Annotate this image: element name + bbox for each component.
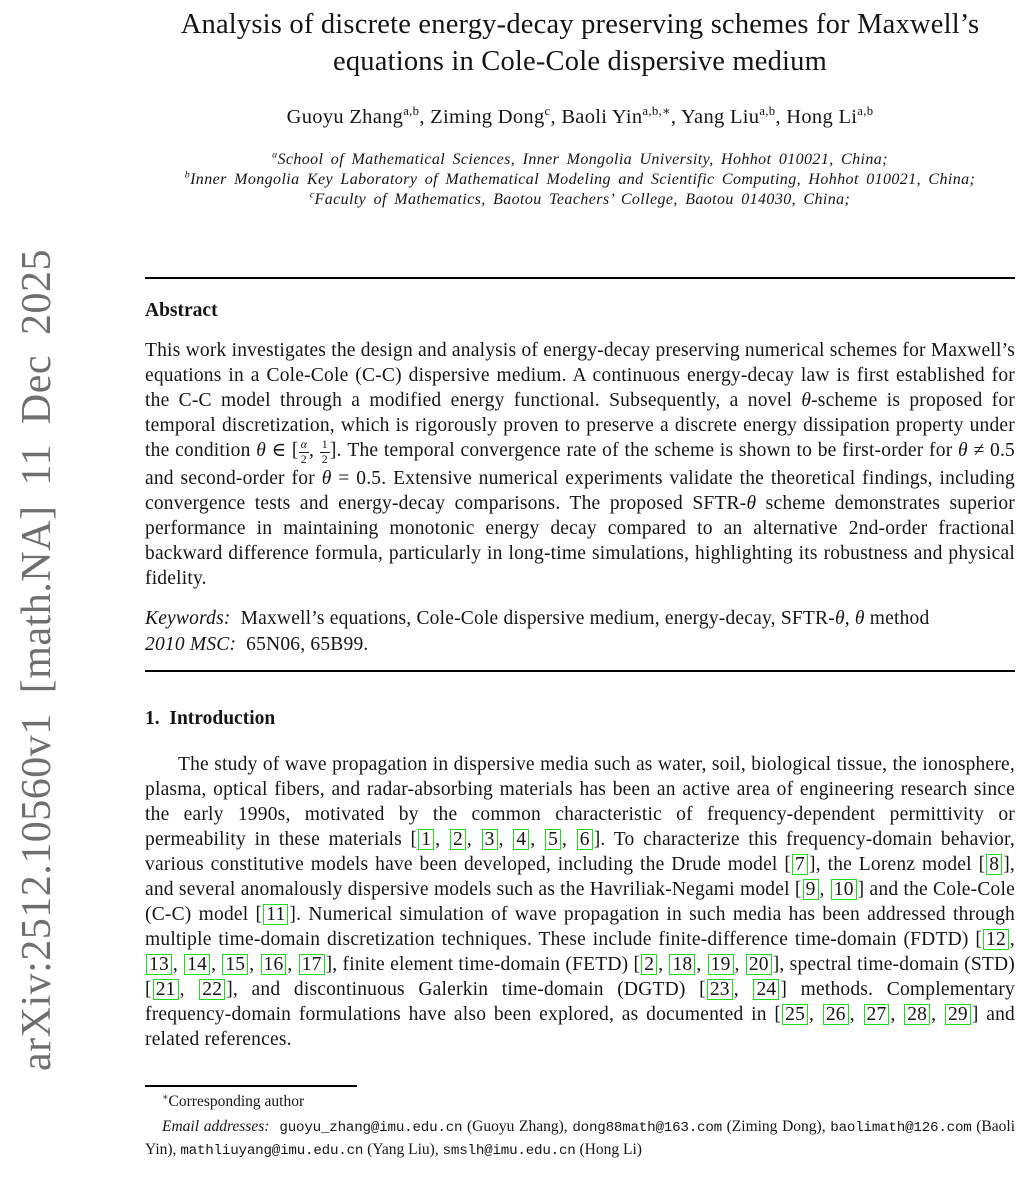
citation-link[interactable]: 14 [184,954,210,975]
citation-link[interactable]: 10 [831,879,857,900]
superscript: a,b [857,104,874,119]
citation-link[interactable]: 29 [945,1004,971,1025]
superscript: ∗ [162,1091,169,1103]
citation-link[interactable]: 25 [782,1004,808,1025]
email-address: smslh@imu.edu.cn [442,1142,576,1159]
math-symbol: θ [834,607,845,629]
citation-link[interactable]: 12 [983,929,1009,950]
citation-link[interactable]: 26 [823,1004,849,1025]
citation-link[interactable]: 16 [261,954,287,975]
citation-link[interactable]: 3 [482,829,498,850]
section-heading-introduction: 1. Introduction [145,707,276,729]
introduction-paragraph: The study of wave propagation in dispersive media such as water, soil, biological tissue, the ionosphere, plasma, optical fibers, and radar-absorbing materials has been an active area of engineering research since the early 1990s, motivated by the common characteristic of frequency-dependent permittivity or permeability in these materials [ 1 , 2 , 3 , 4 , 5 , 6 ]. To characterize this frequency-domain behavior, various constitutive models have been developed, including the Drude model [ 7 ], the Lorenz model [ 8 ], and several anomalously dispersive models such as the Havriliak-Negami model [ 9 , 10 ] and the Cole-Cole (C-C) model [ 11 ]. Numerical simulation of wave propagation in such media has been addressed through multiple time-domain discretization techniques. These include finite-difference time-domain (FDTD) [ 12 , 13 , 14 , 15 , 16 , 17 ], finite element time-domain (FETD) [ 2 , 18 , 19 , 20 ], spectral time-domain (STD) [ 21 , 22 ], and discontinuous Galerkin time-domain (DGTD) [ 23 , 24 ] methods. Complementary frequency-domain formulations have also been explored, as documented in [ 25 , 26 , 27 , 28 , 29 ] and related references. [145,753,1016,1050]
fraction: $\frac{1}{2}$ [321,437,328,466]
paper-title [145,6,1015,80]
citation-link[interactable]: 11 [263,904,288,925]
citation-link[interactable]: 19 [708,954,734,975]
superscript: a,b [403,104,420,119]
affiliation-b: $^b$Inner Mongolia Key Laboratory of Mathematical Modeling and Scientific Computing, Hohhot 010021, China; [184,169,976,188]
citation-link[interactable]: 13 [146,954,172,975]
citation-link[interactable]: 1 [418,829,434,850]
citation-link[interactable]: 15 [222,954,248,975]
citation-link[interactable]: 20 [746,954,772,975]
fraction: $\frac{\alpha}{2}$ [300,437,308,466]
abstract-top-rule [145,277,1015,279]
math-symbol: θ [746,492,757,514]
field-label: Email addresses: [162,1117,270,1135]
keywords-line: Keywords: Maxwell’s equations, Cole-Cole dispersive medium, energy-decay, SFTR-θ, θ method [145,607,930,629]
math-symbol: θ [854,607,865,629]
citation-link[interactable]: 18 [669,954,695,975]
affiliation-block [145,150,1015,210]
citation-link[interactable]: 23 [707,979,733,1000]
citation-link[interactable]: 27 [864,1004,890,1025]
citation-link[interactable]: 6 [577,829,593,850]
affiliation-c: $^c$Faculty of Mathematics, Baotou Teachers’ College, Baotou 014030, China; [309,189,851,208]
superscript: c [309,189,315,201]
paper-page [145,0,1015,1162]
citation-link[interactable]: 24 [753,979,779,1000]
msc-line: 2010 MSC: 65N06, 65B99. [145,633,369,655]
citation-link[interactable]: 2 [450,829,466,850]
affiliation-a: $^a$School of Mathematical Sciences, Inner Mongolia University, Hohhot 010021, China; [272,149,888,168]
field-label: 2010 MSC: [145,633,237,655]
footnote-rule [145,1085,357,1087]
math-symbol: θ [958,440,968,461]
paper-title-line2: equations in Cole-Cole dispersive medium [332,46,827,77]
superscript: c [544,104,551,119]
abstract-text: This work investigates the design and analysis of energy-decay preserving numerical schemes for Maxwell’s equations in a Cole-Cole (C-C) dispersive medium. A continuous energy-decay law is first established for the C-C model through a modified energy functional. Subsequently, a novel θ-scheme is proposed for temporal discretization, which is rigorously proven to preserve a discrete energy dissipation property under the condition θ ∈ [ $\frac{\alpha}{2}$ , $\frac{1}{2}$ ]. The temporal convergence rate of the scheme is shown to be first-order for θ ≠ 0.5 and second-order for θ = 0.5. Extensive numerical experiments validate the theoretical findings, including convergence tests and energy-decay comparisons. The proposed SFTR-θ scheme demonstrates superior performance in maintaining monotonic energy decay compared to an alternative 2nd-order fractional backward difference formula, particularly in long-time simulations, highlighting its robustness and physical fidelity. [145,340,1016,589]
citation-link[interactable]: 9 [803,879,819,900]
citation-link[interactable]: 17 [299,954,325,975]
email-address: mathliuyang@imu.edu.cn [180,1142,364,1159]
field-label: Keywords: [145,607,231,629]
abstract-heading: Abstract [145,300,218,321]
arxiv-watermark: arXiv:2512.10560v1 [math.NA] 11 Dec 2025 [14,249,60,1071]
citation-link[interactable]: 21 [153,979,179,1000]
abstract-bottom-rule [145,670,1015,672]
citation-link[interactable]: 28 [904,1004,930,1025]
email-address: guoyu_zhang@imu.edu.cn [279,1119,463,1136]
citation-link[interactable]: 5 [545,829,561,850]
math-symbol: θ [321,467,332,489]
superscript: b [184,169,191,181]
math-symbol: θ [801,390,812,411]
email-address: baolimath@126.com [830,1119,972,1136]
email-addresses-line: Email addresses: guoyu_zhang@imu.edu.cn (Guoyu Zhang), dong88math@163.com (Ziming Dong), baolimath@126.com (Baoli Yin), mathliuyang@imu.edu.cn (Yang Liu), smslh@imu.edu.cn (Hong Li) [145,1117,1016,1159]
citation-link[interactable]: 22 [199,979,225,1000]
superscript: a [272,149,278,161]
citation-link[interactable]: 8 [986,854,1002,875]
citation-link[interactable]: 2 [641,954,657,975]
email-address: dong88math@163.com [572,1119,722,1136]
footnote-block [145,1085,1015,1162]
citation-link[interactable]: 7 [792,854,808,875]
math-symbol: θ [256,440,266,461]
corresponding-author-note: ∗Corresponding author [162,1091,305,1110]
superscript: a,b,∗ [642,104,671,119]
citation-link[interactable]: 4 [513,829,529,850]
paper-title-line1: Analysis of discrete energy-decay preserving schemes for Maxwell’s [180,9,980,40]
author-line: Guoyu Zhang$^{a,b}$, Ziming Dong$^c$, Baoli Yin$^{a,b,∗}$, Yang Liu$^{a,b}$, Hong Li$^{a,b}$ [286,104,874,128]
superscript: a,b [759,104,776,119]
